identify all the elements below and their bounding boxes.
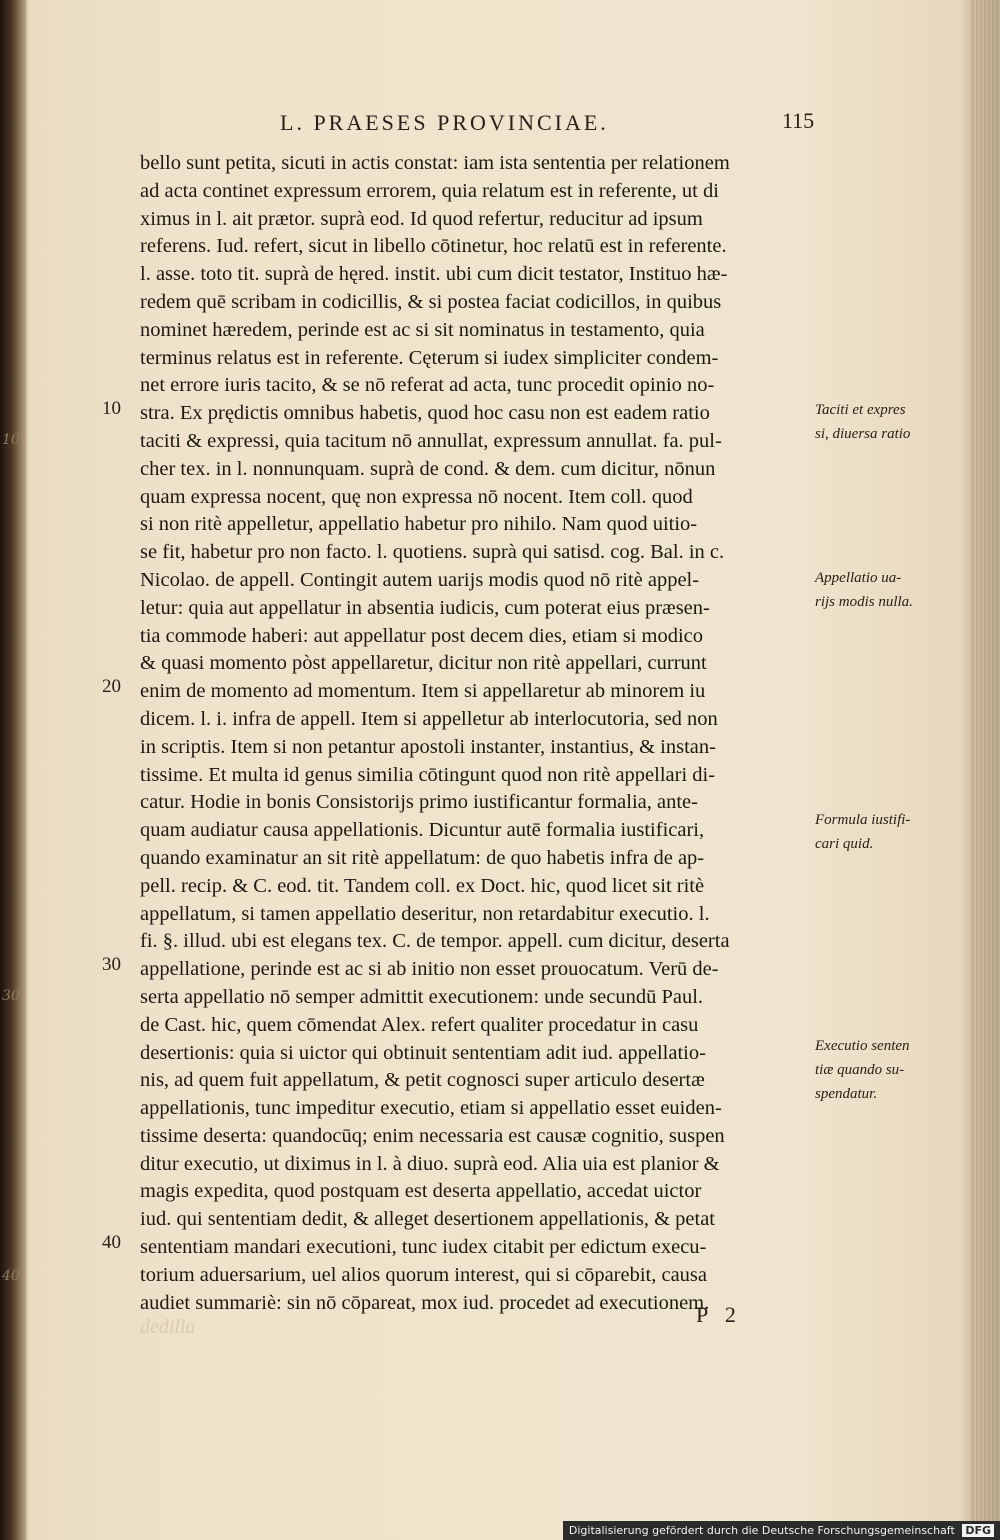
text-line: se fit, habetur pro non facto. l. quotiens. suprà qui satisd. cog. Bal. in c.	[140, 541, 725, 564]
text-line: audiet summariè: sin nō cōpareat, mox iud. procedet ad executionem.	[140, 1291, 710, 1314]
margin-note-line: Executio senten	[815, 1038, 910, 1054]
margin-note-line: tiæ quando su-	[815, 1062, 905, 1078]
text-line: redem quē scribam in codicillis, & si postea faciat codicillos, in quibus	[140, 290, 722, 313]
text-line: appellatum, si tamen appellatio deseritur, non retardabitur executio. l.	[140, 902, 710, 925]
text-line: torium aduersarium, uel alios quorum interest, qui si cōparebit, causa	[140, 1263, 708, 1286]
margin-note-line: Formula iustifi-	[815, 812, 911, 828]
text-line: net errore iuris tacito, & se nō referat ad acta, tunc procedit opinio no-	[140, 374, 715, 397]
page-stack-edge	[970, 0, 1000, 1540]
text-line: tissime. Et multa id genus similia cōtingunt quod non ritè appellari di-	[140, 763, 716, 786]
text-line: de Cast. hic, quem cōmendat Alex. refert qualiter procedatur in casu	[140, 1013, 699, 1036]
text-line: cher tex. in l. nonnunquam. suprà de cond. & dem. cum dicitur, nōnun	[140, 457, 716, 480]
footer-text: Digitalisierung gefördert durch die Deutsche Forschungsgemeinschaft	[568, 1524, 955, 1537]
text-line: ximus in l. ait prætor. suprà eod. Id quod refertur, reducitur ad ipsum	[140, 207, 703, 230]
margin-note	[815, 566, 927, 614]
margin-note	[815, 398, 927, 446]
left-page-number: 40	[2, 1268, 20, 1284]
margin-note-line: rijs modis nulla.	[815, 594, 913, 610]
text-line: serta appellatio nō semper admittit executionem: unde secundū Paul.	[140, 985, 704, 1008]
text-line: stra. Ex prędictis omnibus habetis, quod hoc casu non est eadem ratio	[140, 402, 710, 425]
text-line: appellationis, tunc impeditur executio, etiam si appellatio esset euiden-	[140, 1097, 722, 1120]
bleed-through-text: dedilla	[140, 1316, 196, 1338]
text-line: in scriptis. Item si non petantur apostoli instanter, instantius, & instan-	[140, 735, 716, 758]
text-line: nominet hæredem, perinde est ac si sit nominatus in testamento, quia	[140, 318, 705, 341]
text-line: catur. Hodie in bonis Consistorijs primo iustificantur formalia, ante-	[140, 791, 698, 814]
text-line: iud. qui sententiam dedit, & alleget desertionem appellationis, & petat	[140, 1208, 715, 1231]
text-line: referens. Iud. refert, sicut in libello cōtinetur, hoc relatū est in referente.	[140, 235, 727, 258]
text-line: quando examinatur an sit ritè appellatum: de quo habetis infra de ap-	[140, 846, 705, 869]
text-line: & quasi momento pòst appellaretur, dicitur non ritè appellari, currunt	[140, 652, 707, 675]
margin-note-line: cari quid.	[815, 836, 874, 852]
page-number: 115	[782, 108, 815, 133]
margin-note-line: spendatur.	[815, 1086, 878, 1102]
text-line: l. asse. toto tit. suprà de hęred. instit. ubi cum dicit testator, Instituo hæ-	[140, 263, 728, 286]
text-line: bello sunt petita, sicuti in actis constat: iam ista sententia per relationem	[140, 152, 730, 174]
text-line: Nicolao. de appell. Contingit autem uarijs modis quod nō ritè appel-	[140, 568, 700, 591]
text-line: terminus relatus est in referente. Cęterum si iudex simpliciter condem-	[140, 346, 719, 369]
line-number-40: 40	[102, 1232, 121, 1253]
line-number-20: 20	[102, 676, 121, 697]
text-line: ditur executio, ut diximus in l. à diuo. suprà eod. Alia uia est planior &	[140, 1152, 720, 1175]
margin-note-line: Appellatio ua-	[815, 570, 902, 586]
text-line: nis, ad quem fuit appellatum, & petit cognosci super articulo desertæ	[140, 1069, 705, 1092]
main-text-column	[140, 150, 805, 1317]
text-line: letur: quia aut appellatur in absentia iudicis, cum poterat eius præsen-	[140, 596, 710, 619]
text-line: ad acta continet expressum errorem, quia relatum est in referente, ut di	[140, 179, 719, 202]
text-line: quam expressa nocent, quę non expressa nō nocent. Item coll. quod	[140, 485, 693, 508]
line-number-30: 30	[102, 954, 121, 975]
left-page-edge	[0, 0, 26, 1540]
text-line: dicem. l. i. infra de appell. Item si appelletur ab interlocutoria, sed non	[140, 707, 718, 730]
margin-note-line: si, diuersa ratio	[815, 426, 911, 442]
text-line: si non ritè appelletur, appellatio habetur pro nihilo. Nam quod uitio-	[140, 513, 698, 536]
text-line: sententiam mandari executioni, tunc iudex citabit per edictum execu-	[140, 1236, 707, 1259]
running-head: L. PRAESES PROVINCIAE.	[280, 110, 609, 135]
text-line: quam audiatur causa appellationis. Dicuntur autē formalia iustificari,	[140, 819, 705, 842]
dfg-logo: DFG	[962, 1524, 994, 1537]
margin-note	[815, 808, 927, 856]
text-line: desertionis: quia si uictor qui obtinuit sententiam adit iud. appellatio-	[140, 1041, 706, 1064]
line-number-10: 10	[102, 398, 121, 419]
text-line: taciti & expressi, quia tacitum nō annullat, expressum annullat. fa. pul-	[140, 429, 722, 452]
text-line: tissime deserta: quandocūq; enim necessaria est causæ cognitio, suspen	[140, 1124, 725, 1147]
left-page-number: 10	[2, 432, 20, 448]
signature-mark: P 2	[696, 1302, 742, 1327]
text-line: tia commode haberi: aut appellatur post decem dies, etiam si modico	[140, 624, 704, 647]
text-line: enim de momento ad momentum. Item si appellaretur ab minorem iu	[140, 680, 706, 703]
text-line: fi. §. illud. ubi est elegans tex. C. de tempor. appell. cum dicitur, deserta	[140, 930, 730, 953]
text-line: appellatione, perinde est ac si ab initio non esset prouocatum. Verū de-	[140, 958, 719, 981]
text-line: pell. recip. & C. eod. tit. Tandem coll. ex Doct. hic, quod licet sit ritè	[140, 874, 705, 897]
text-line: magis expedita, quod postquam est deserta appellatio, accedat uictor	[140, 1180, 702, 1203]
digitization-footer	[563, 1521, 1000, 1540]
margin-note	[815, 1034, 927, 1106]
margin-note-line: Taciti et expres	[815, 402, 906, 418]
left-page-number: 30	[2, 988, 20, 1004]
